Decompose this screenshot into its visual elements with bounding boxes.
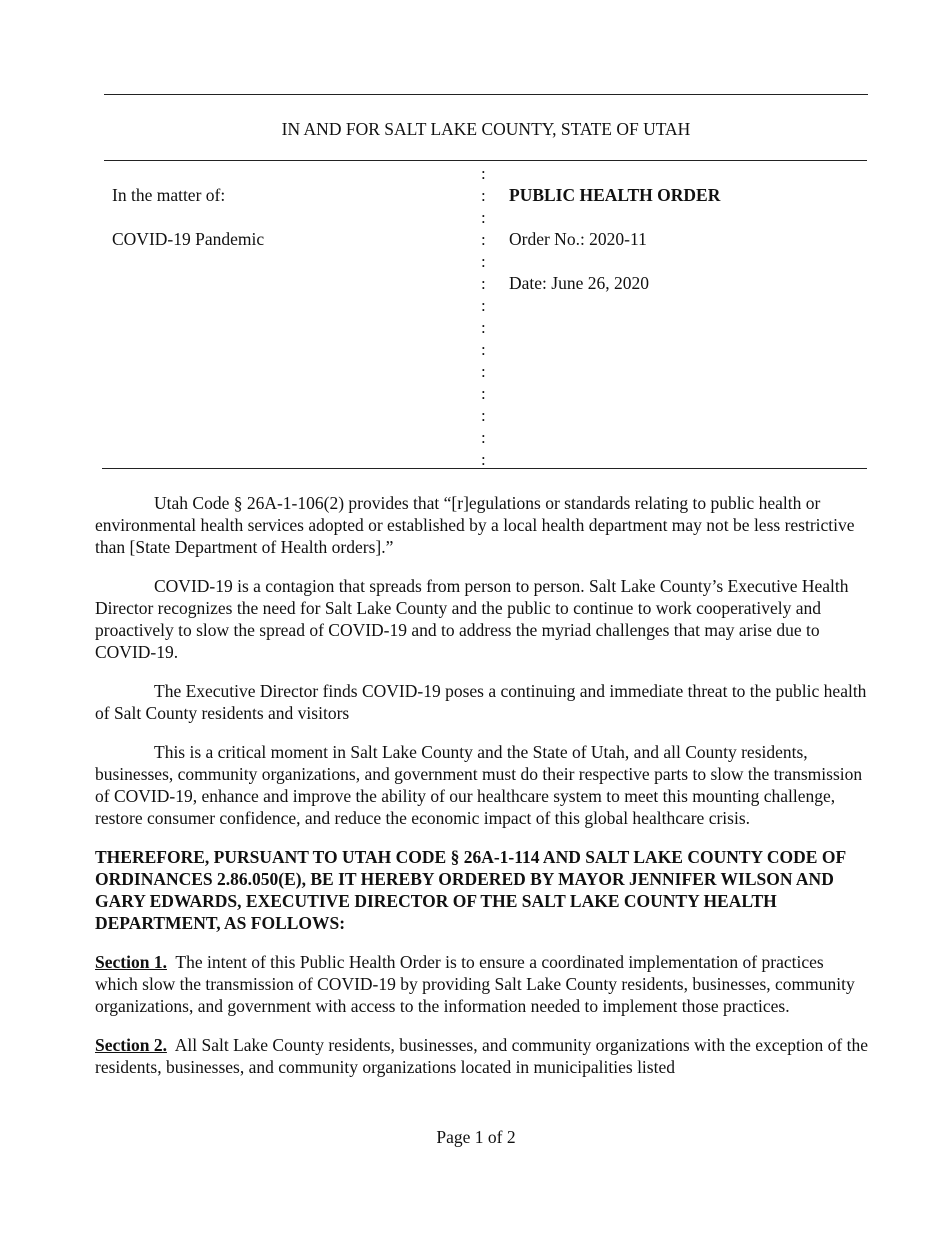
section-1	[95, 951, 870, 1017]
colon: :	[481, 252, 486, 271]
section-2	[95, 1034, 870, 1078]
colon: :	[481, 428, 486, 447]
colon: :	[481, 164, 486, 183]
colon: :	[481, 406, 486, 425]
section-1-text: The intent of this Public Health Order is to ensure a coordinated implementation of practices which slow the transmission of COVID-19 by providing Salt Lake County residents, businesses, community organizations, and government with access to the information needed to implement those practices.	[95, 952, 855, 1016]
caption-bottom-rule	[102, 468, 867, 469]
colon: :	[481, 230, 486, 249]
order-date: Date: June 26, 2020	[509, 273, 649, 293]
colon: :	[481, 384, 486, 403]
top-rule	[104, 94, 868, 95]
colon: :	[481, 186, 486, 205]
colon: :	[481, 362, 486, 381]
therefore-clause: THEREFORE, PURSUANT TO UTAH CODE § 26A-1-114 AND SALT LAKE COUNTY CODE OF ORDINANCES 2.86.050(E), BE IT HEREBY ORDERED BY MAYOR JENNIFER WILSON AND GARY EDWARDS, EXECUTIVE DIRECTOR OF THE SALT LAKE COUNTY HEALTH DEPARTMENT, AS FOLLOWS:	[95, 847, 846, 933]
order-body	[95, 492, 870, 1095]
paragraph-contagion: COVID-19 is a contagion that spreads from person to person. Salt Lake County’s Executive Health Director recognizes the need for Salt Lake County and the public to continue to work cooperatively and proactively to slow the spread of COVID-19 and to address the myriad challenges that may arise due to COVID-19.	[95, 576, 849, 662]
colon: :	[481, 296, 486, 315]
order-title: PUBLIC HEALTH ORDER	[509, 185, 721, 205]
caption-top-rule	[104, 160, 867, 161]
colon: :	[481, 274, 486, 293]
section-2-label: Section 2.	[95, 1035, 167, 1055]
paragraph-finding: The Executive Director finds COVID-19 poses a continuing and immediate threat to the public health of Salt County residents and visitors	[95, 681, 867, 723]
paragraph-utah-code: Utah Code § 26A-1-106(2) provides that “[r]egulations or standards relating to public health or environmental health services adopted or established by a local health department may not be less restrictive than [State Department of Health orders].”	[95, 493, 855, 557]
matter-label: In the matter of:	[112, 185, 226, 205]
paragraph-critical-moment: This is a critical moment in Salt Lake County and the State of Utah, and all County residents, businesses, community organizations, and government must do their respective parts to slow the transmission of COVID-19, enhance and improve the ability of our healthcare system to meet this mounting challenge, restore consumer confidence, and reduce the economic impact of this global healthcare crisis.	[95, 742, 863, 828]
page-number: Page 1 of 2	[436, 1127, 516, 1147]
section-2-text: All Salt Lake County residents, businesses, and community organizations with the exception of the residents, businesses, and community organizations located in municipalities listed	[95, 1035, 868, 1077]
matter-name: COVID-19 Pandemic	[112, 229, 265, 249]
colon: :	[481, 340, 486, 359]
colon: :	[481, 208, 486, 227]
section-1-label: Section 1.	[95, 952, 167, 972]
colon: :	[481, 450, 486, 469]
court-line: IN AND FOR SALT LAKE COUNTY, STATE OF UTAH	[281, 119, 691, 139]
colon: :	[481, 318, 486, 337]
order-number: Order No.: 2020-11	[509, 229, 647, 249]
